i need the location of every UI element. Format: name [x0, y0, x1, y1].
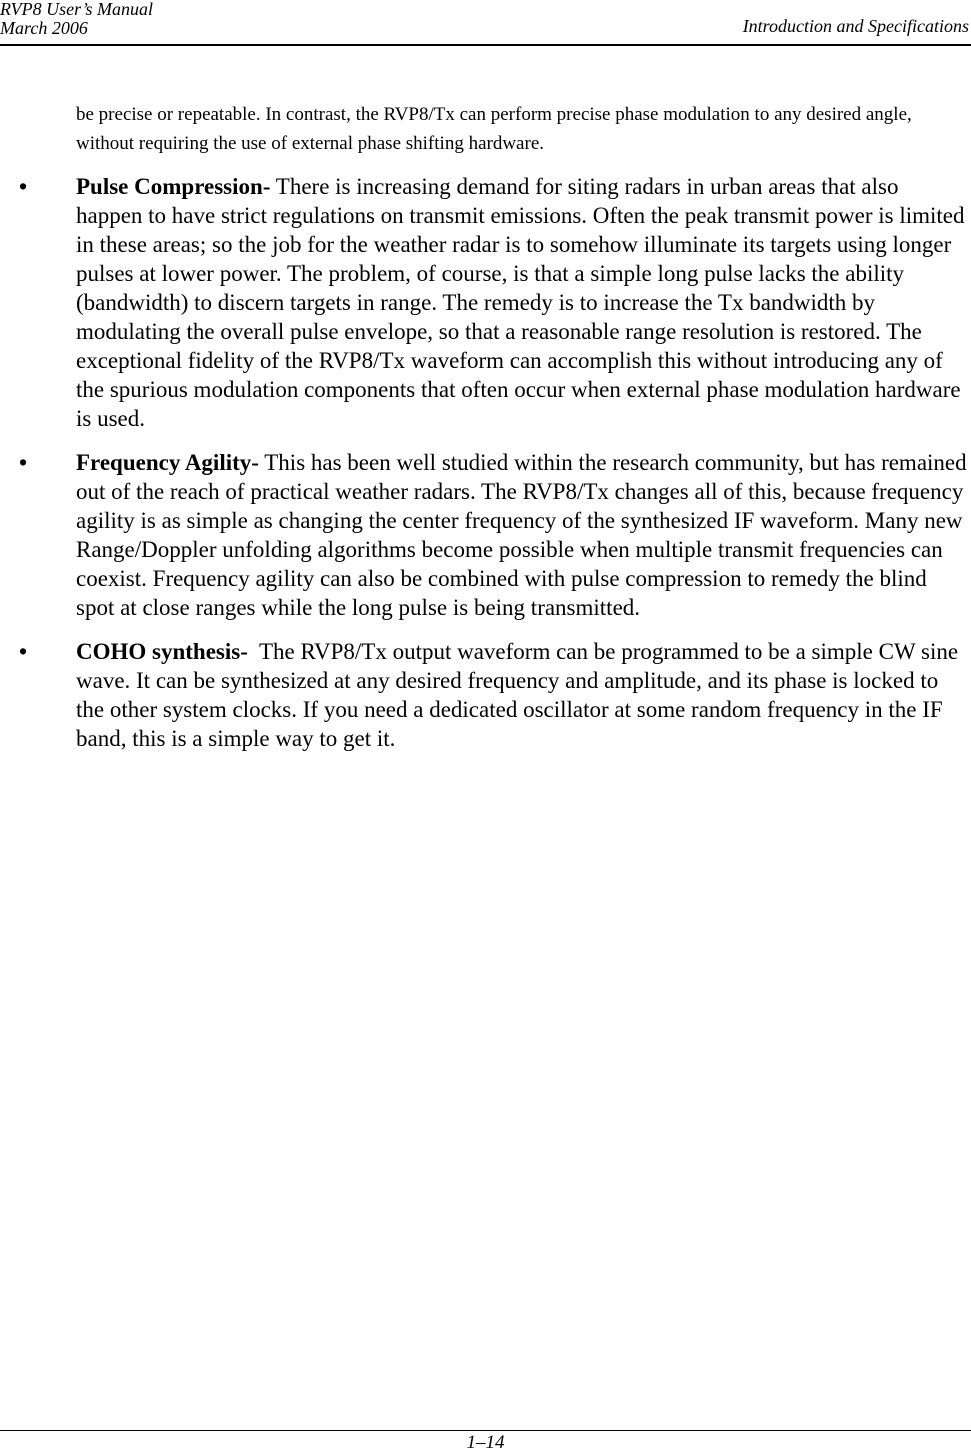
- list-item-pulse-compression: [19, 172, 969, 433]
- item-title: Pulse Compression-: [76, 174, 271, 199]
- item-text: There is increasing demand for siting radars in urban areas that also happen to have strict regulations on transmit emissions. Often the peak transmit power is limited in these areas; so the job for the weather radar is to somehow illuminate its targets using longer pulses at lower power. The problem, of course, is that a simple long pulse lacks the ability (bandwidth) to discern targets in range. The remedy is to increase the Tx bandwidth by modulating the overall pulse envelope, so that a reasonable range resolution is restored. The exceptional fidelity of the RVP8/Tx waveform can accomplish this without introducing any of the spurious modulation components that often occur when external phase modulation hardware is used.: [76, 174, 965, 431]
- list-item-coho-synthesis: [19, 637, 969, 753]
- bullet-icon: •: [19, 639, 28, 664]
- page-body: [19, 100, 969, 768]
- item-text: This has been well studied within the research community, but has remained out of the reach of practical weather radars. The RVP8/Tx changes all of this, because frequency agility is as simple as changing the center frequency of the synthesized IF waveform. Many new Range/Doppler unfolding algorithms become possible when multiple transmit frequencies can coexist. Frequency agility can also be combined with pulse compression to remedy the blind spot at close ranges while the long pulse is being transmitted.: [76, 450, 967, 620]
- manual-title: RVP8 User’s Manual: [0, 0, 153, 19]
- header-left: [0, 0, 153, 38]
- page-header: [0, 0, 971, 46]
- feature-list: [19, 172, 969, 753]
- item-title: COHO synthesis-: [76, 639, 248, 664]
- bullet-icon: •: [19, 174, 28, 199]
- item-title: Frequency Agility-: [76, 450, 259, 475]
- page-footer: [0, 1430, 971, 1454]
- list-item-frequency-agility: [19, 448, 969, 622]
- manual-date: March 2006: [0, 18, 88, 38]
- intro-paragraph: be precise or repeatable. In contrast, the RVP8/Tx can perform precise phase modulation to any desired angle, without requiring the use of external phase shifting hardware.: [76, 104, 912, 154]
- item-text: The RVP8/Tx output waveform can be programmed to be a simple CW sine wave. It can be synthesized at any desired frequency and amplitude, and its phase is locked to the other system clocks. If you need a dedicated oscillator at some random frequency in the IF band, this is a simple way to get it.: [76, 639, 964, 751]
- section-title: Introduction and Specifications: [742, 16, 969, 36]
- page-number: 1–14: [466, 1432, 505, 1453]
- bullet-icon: •: [19, 450, 28, 475]
